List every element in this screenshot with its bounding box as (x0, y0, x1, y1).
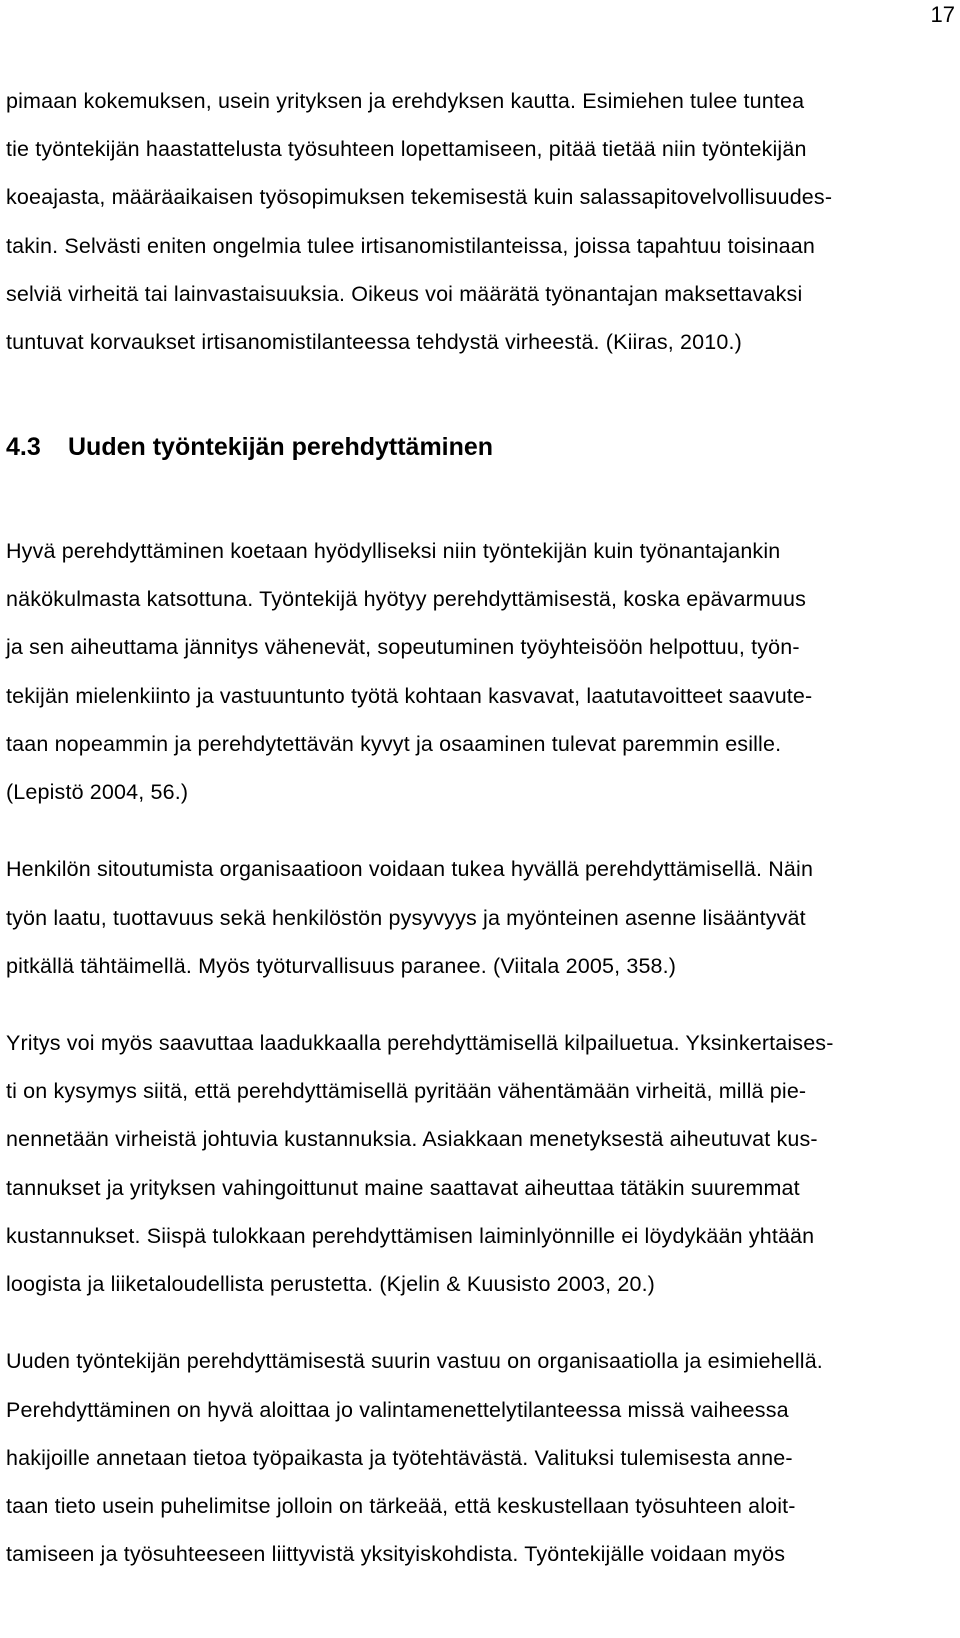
paragraph-line: tie työntekijän haastattelusta työsuhteen lopettamiseen, pitää tietää niin työntekijän (6, 137, 807, 161)
section-heading (6, 432, 493, 462)
paragraph-line: tekijän mielenkiinto ja vastuuntunto työtä kohtaan kasvavat, laatutavoitteet saavute- (6, 684, 813, 708)
paragraph-line: takin. Selvästi eniten ongelmia tulee irtisanomistilanteissa, joissa tapahtuu toisinaan (6, 234, 816, 258)
section-number: 4.3 (6, 433, 41, 461)
page-number: 17 (930, 2, 955, 27)
paragraph-line: näkökulmasta katsottuna. Työntekijä hyötyy perehdyttämisestä, koska epävarmuus (6, 587, 807, 611)
paragraph-line: Uuden työntekijän perehdyttämisestä suurin vastuu on organisaatiolla ja esimiehellä. (6, 1349, 823, 1373)
paragraph-line: pimaan kokemuksen, usein yrityksen ja erehdyksen kautta. Esimiehen tulee tuntea (6, 89, 805, 113)
paragraph-line: ti on kysymys siitä, että perehdyttämisellä pyritään vähentämään virheitä, millä pie- (6, 1079, 807, 1103)
paragraph-line: taan tieto usein puhelimitse jolloin on tärkeää, että keskustellaan työsuhteen aloit- (6, 1494, 796, 1518)
paragraph-line: Henkilön sitoutumista organisaatioon voidaan tukea hyvällä perehdyttämisellä. Näin (6, 857, 814, 881)
paragraph-line: ja sen aiheuttama jännitys vähenevät, sopeutuminen työyhteisöön helpottuu, työn- (6, 635, 800, 659)
paragraph-line: tannukset ja yrityksen vahingoittunut maine saattavat aiheuttaa tätäkin suuremmat (6, 1176, 800, 1200)
paragraph-line: työn laatu, tuottavuus sekä henkilöstön pysyvyys ja myönteinen asenne lisääntyvät (6, 906, 806, 930)
paragraph-line: koeajasta, määräaikaisen työsopimuksen tekemisestä kuin salassapitovelvollisuudes- (6, 185, 833, 209)
paragraph-line: Perehdyttäminen on hyvä aloittaa jo valintamenettelytilanteessa missä vaiheessa (6, 1398, 789, 1422)
section-title: Uuden työntekijän perehdyttäminen (68, 433, 494, 461)
paragraph-line: selviä virheitä tai lainvastaisuuksia. Oikeus voi määrätä työnantajan maksettavaksi (6, 282, 803, 306)
paragraph-line: kustannukset. Siispä tulokkaan perehdyttämisen laiminlyönnille ei löydykään yhtään (6, 1224, 815, 1248)
paragraph-line: tamiseen ja työsuhteeseen liittyvistä yksityiskohdista. Työntekijälle voidaan myös (6, 1542, 786, 1566)
paragraph-line: Yritys voi myös saavuttaa laadukkaalla perehdyttämisellä kilpailuetua. Yksinkertaises- (6, 1031, 834, 1055)
paragraph-line: nennetään virheistä johtuvia kustannuksia. Asiakkaan menetyksestä aiheutuvat kus- (6, 1127, 818, 1151)
paragraph-line: pitkällä tähtäimellä. Myös työturvallisuus paranee. (Viitala 2005, 358.) (6, 954, 677, 978)
paragraph-line: loogista ja liiketaloudellista perustetta. (Kjelin & Kuusisto 2003, 20.) (6, 1272, 655, 1296)
paragraph-line: (Lepistö 2004, 56.) (6, 780, 189, 804)
paragraph-line: Hyvä perehdyttäminen koetaan hyödylliseksi niin työntekijän kuin työnantajankin (6, 539, 781, 563)
paragraph-line: hakijoille annetaan tietoa työpaikasta ja työtehtävästä. Valituksi tulemisesta anne- (6, 1446, 793, 1470)
paragraph-line: taan nopeammin ja perehdytettävän kyvyt ja osaaminen tulevat paremmin esille. (6, 732, 782, 756)
paragraph-line: tuntuvat korvaukset irtisanomistilanteessa tehdystä virheestä. (Kiiras, 2010.) (6, 330, 742, 354)
